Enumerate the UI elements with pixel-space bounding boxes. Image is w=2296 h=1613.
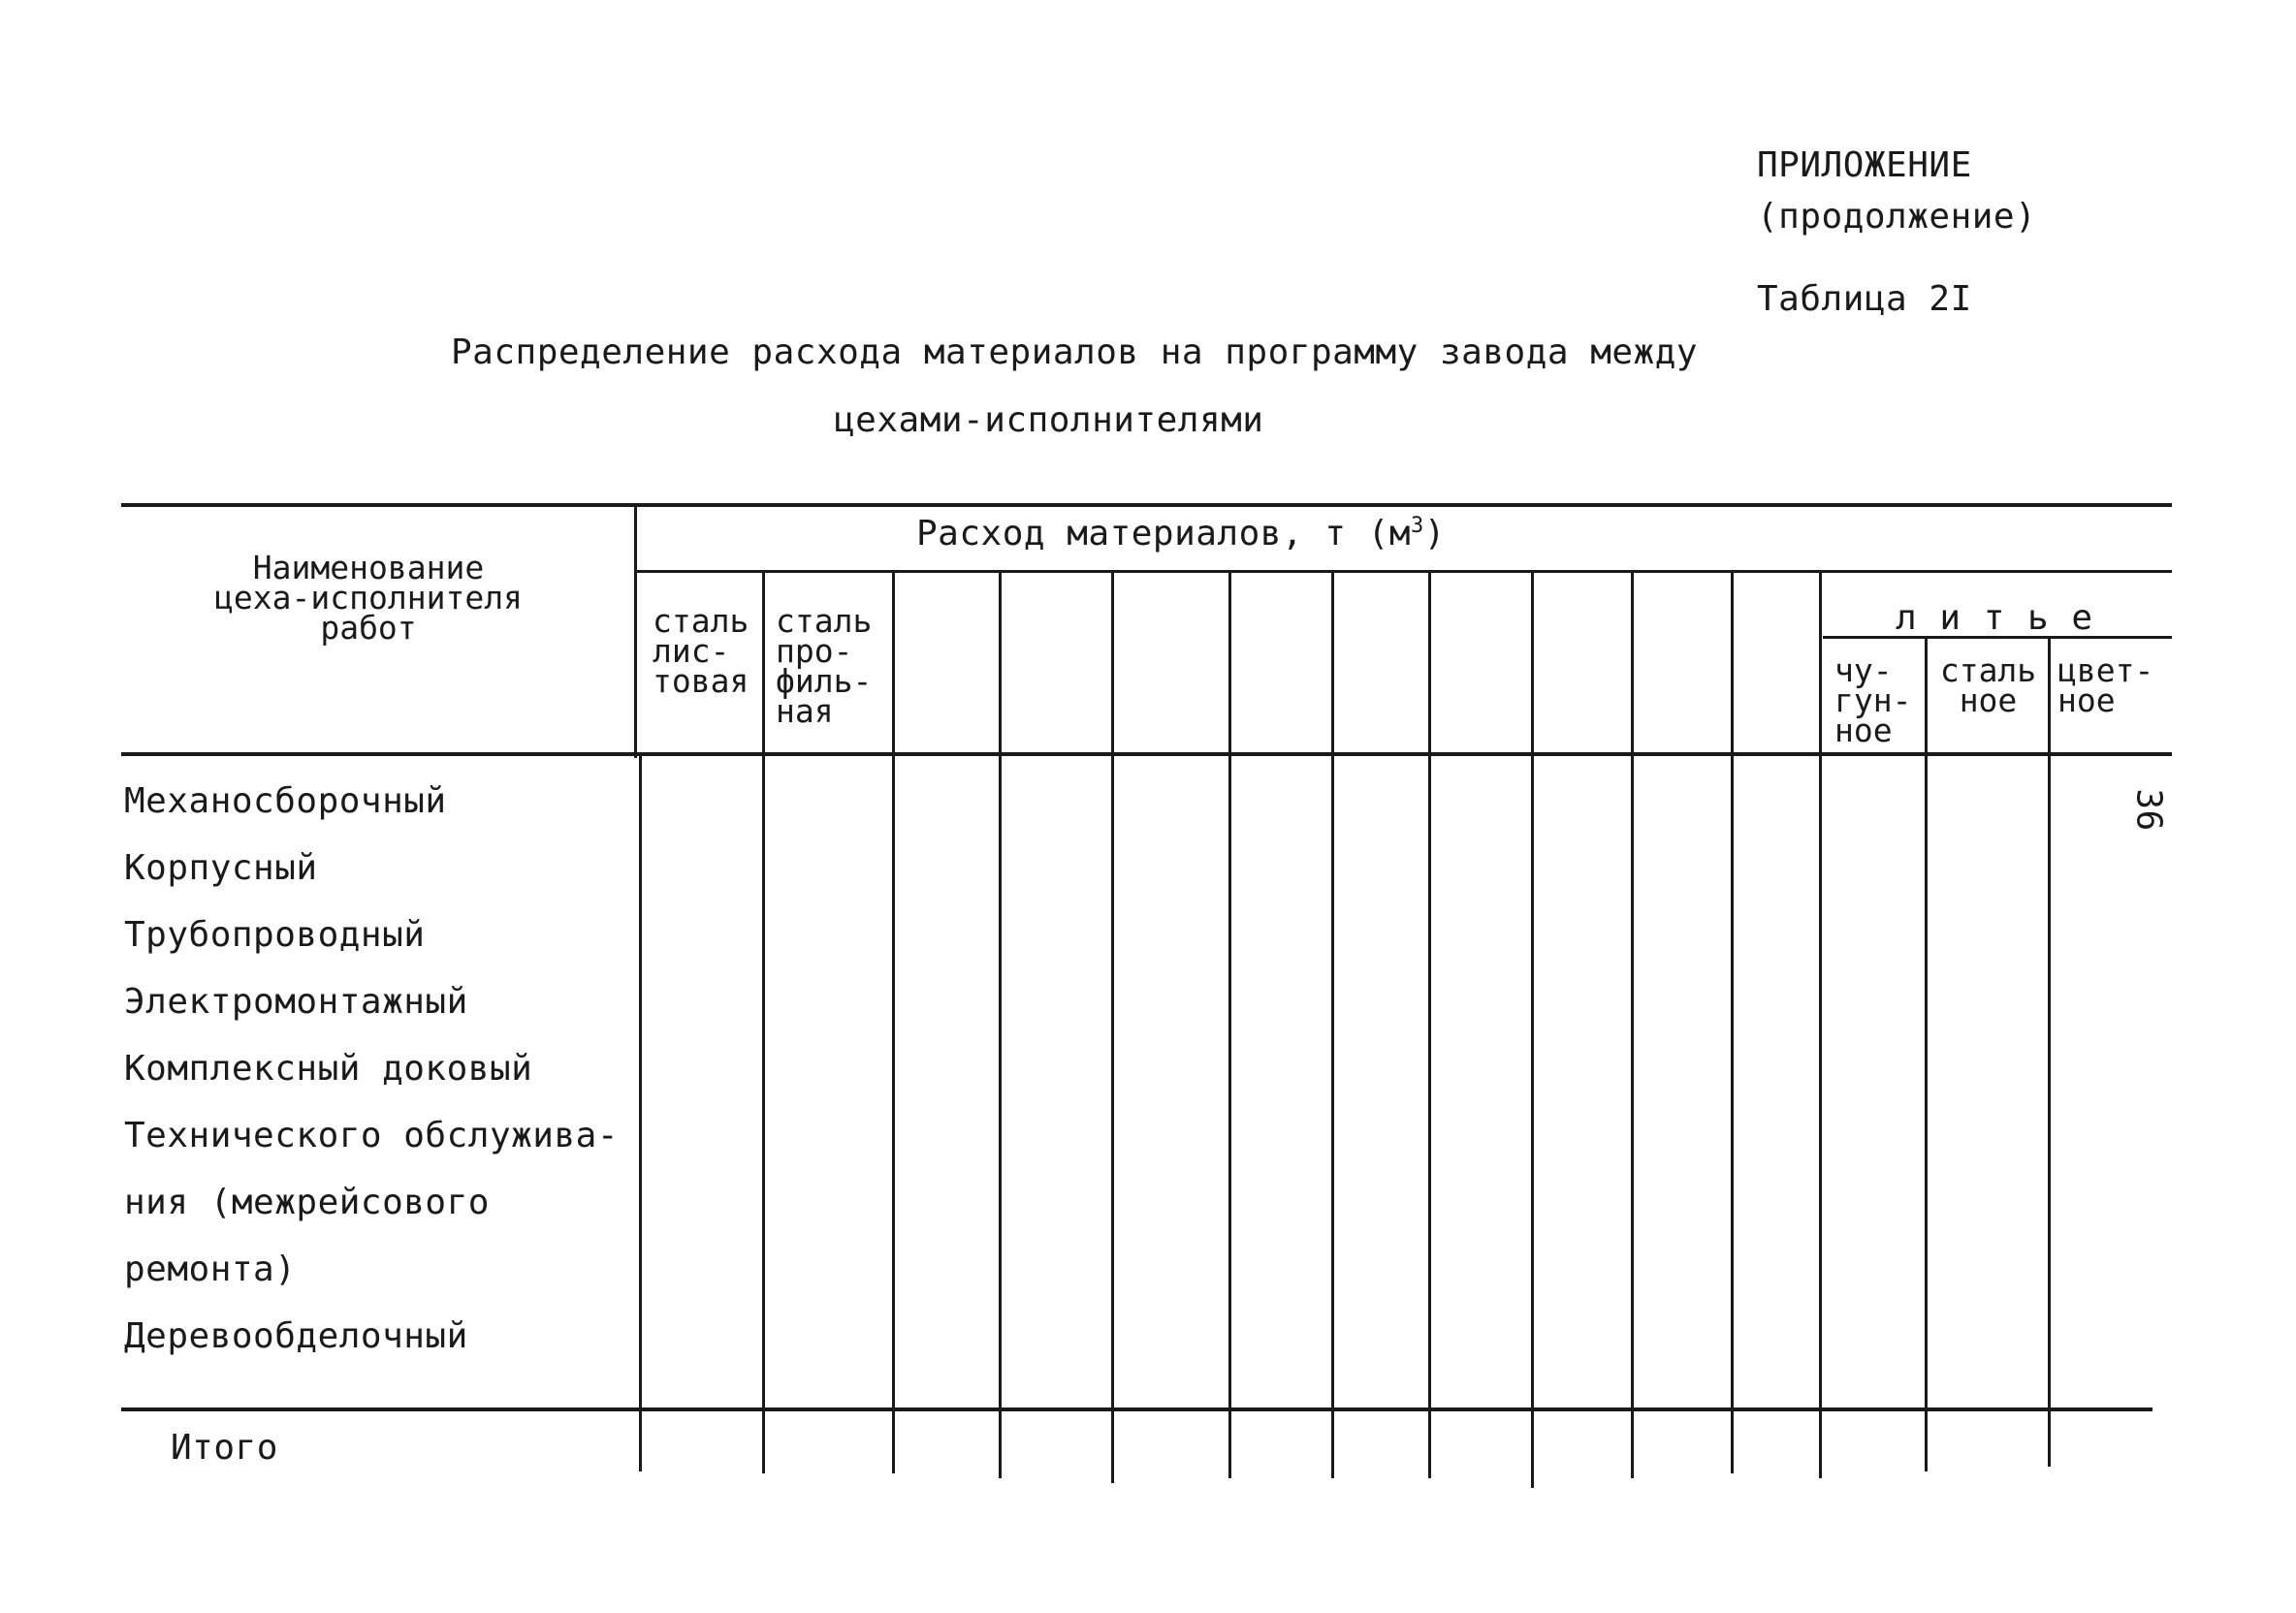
row-label: Трубопроводный xyxy=(124,915,426,955)
row-label: Комплексный доковый xyxy=(124,1049,533,1089)
row-label: ремонта) xyxy=(124,1249,297,1289)
row-label: Технического обслужива- xyxy=(124,1116,619,1155)
col-divider-9 xyxy=(1531,572,1534,1488)
row-label: ния (межрейсового xyxy=(124,1183,490,1222)
col-divider-6 xyxy=(1228,572,1231,1478)
table-title-line1: Распределение расхода материалов на программу завода между xyxy=(451,332,1699,372)
appendix-label: ПРИЛОЖЕНИЕ xyxy=(1757,145,1972,185)
col-divider-14 xyxy=(2048,638,2051,1467)
col-header-profile-steel: сталь про- филь- ная xyxy=(776,602,873,730)
continuation-label: (продолжение) xyxy=(1757,197,2037,237)
col-header-workshop: Наименование цеха-исполнителя работ xyxy=(214,549,523,647)
col-divider-1 xyxy=(639,754,642,1471)
page-number: 36 xyxy=(2128,788,2169,832)
row-label: Электромонтажный xyxy=(124,982,468,1022)
row-label: Корпусный xyxy=(124,848,318,888)
col-header-cast-iron: чу- гун- ное xyxy=(1834,651,1912,749)
col-divider-10 xyxy=(1631,572,1634,1478)
col-header-sheet-steel: сталь лис- товая xyxy=(653,602,749,700)
group-header-superscript: 3 xyxy=(1411,514,1424,538)
row-label: Деревообделочный xyxy=(124,1316,468,1356)
col-divider-8 xyxy=(1428,572,1431,1478)
group-header-consumption xyxy=(916,514,1446,553)
col-header-cast-nonferrous: цвет- ное xyxy=(2057,651,2154,719)
col-divider-3 xyxy=(892,572,895,1473)
total-rule xyxy=(121,1407,2152,1411)
col-divider-4 xyxy=(999,572,1002,1478)
header-bottom-rule xyxy=(121,752,2172,756)
row-label: Механосборочный xyxy=(124,781,447,821)
col-header-cast-steel: сталь ное xyxy=(1939,651,2037,719)
total-label: Итого xyxy=(171,1428,278,1468)
col-divider-5 xyxy=(1111,572,1114,1483)
col-divider-12 xyxy=(1819,572,1822,1478)
group-header-text: Расход материалов, т (м xyxy=(916,514,1411,553)
col-divider-11 xyxy=(1731,572,1734,1473)
group-header-close: ) xyxy=(1423,514,1446,553)
col-divider-13 xyxy=(1925,638,1928,1471)
table-title-line2: цехами-исполнителями xyxy=(834,400,1264,440)
group-header-rule xyxy=(635,570,2172,573)
col-divider-7 xyxy=(1331,572,1334,1478)
col-divider-name xyxy=(634,506,637,758)
casting-header: л и т ь е xyxy=(1896,598,2094,638)
col-divider-2 xyxy=(762,572,765,1473)
table-top-rule xyxy=(121,503,2172,507)
table-number: Таблица 2I xyxy=(1757,279,1972,319)
